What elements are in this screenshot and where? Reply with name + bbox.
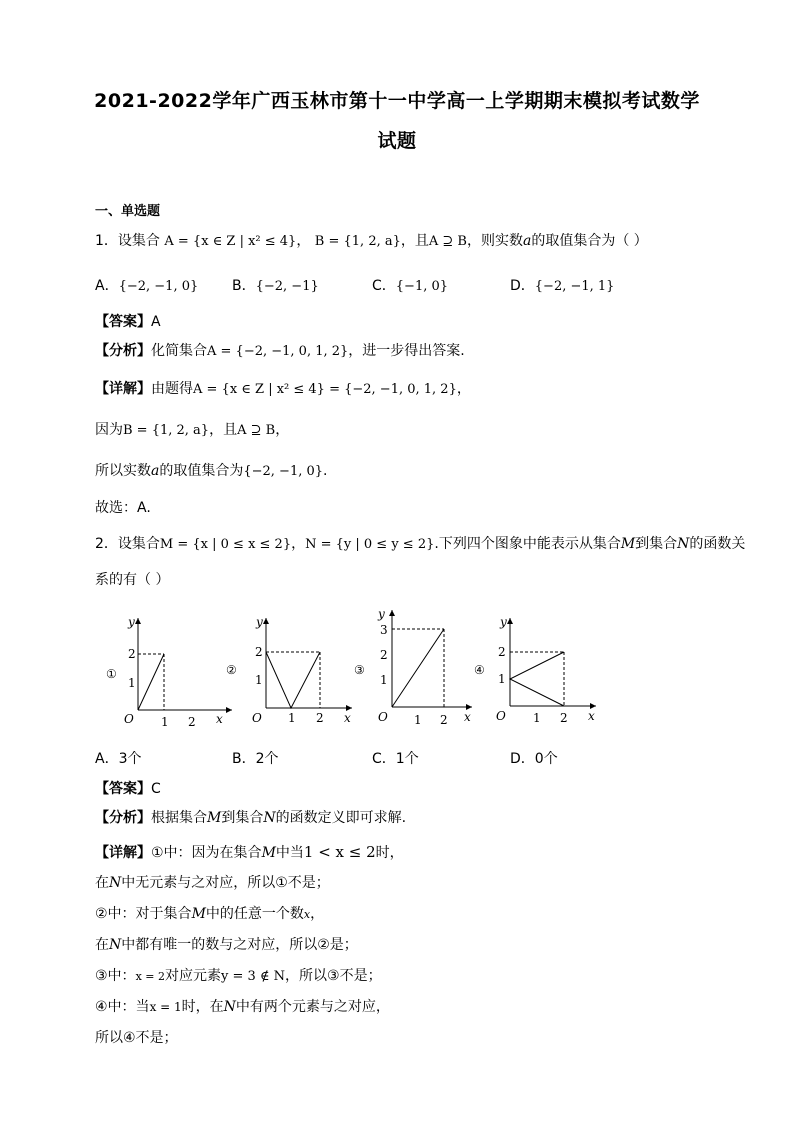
detail-x: x [303,908,311,921]
option-value: 3个 [118,751,142,767]
option-value: {−2, −1, 0} [118,279,199,294]
analysis-text: 化简集合 [151,343,207,359]
x-tick-2: 2 [188,715,196,729]
detail-tag: 【详解】 [95,845,151,861]
graph-line [392,629,444,707]
detail-text-mid: 时，在 [181,999,224,1015]
x-tick-1: 1 [161,715,169,729]
option-letter: C． [372,751,396,767]
q2-option-a [95,748,142,768]
q2-answer [95,779,161,799]
detail-text: 在 [95,875,109,891]
q1-conclusion: 故选：A. [95,500,151,516]
section-heading: 一、单选题 [95,204,161,219]
q2-graph-4 [470,610,610,730]
q2-stem [95,534,745,555]
q2-n: N [677,536,690,552]
detail-n: N [223,999,236,1015]
q2-detail-5 [95,966,382,987]
q2-stem-line2: 系的有（ ） [95,572,170,588]
q2-stem-mid2: 到集合 [635,536,678,552]
detail-math: 1 < x ≤ 2 [303,843,376,861]
detail-n: N [109,937,122,953]
q2-number: 2． [95,536,118,552]
detail-text-mid: 的取值集合为 [159,463,244,479]
detail-tag: 【详解】 [95,381,151,397]
y-tick-1: 1 [128,676,136,690]
detail-text: ①中：因为在集合 [151,845,262,861]
detail-text-mid: 中当 [275,845,304,861]
detail-math: B = {1, 2, a} [123,423,210,438]
option-value: {−2, −1} [255,279,319,294]
detail-n: N [109,875,122,891]
q2-comma: ， [291,536,306,552]
detail-text: 在 [95,937,109,953]
x-tick-1: 1 [414,713,422,727]
x-label: x [344,711,351,725]
graph-mark: ④ [474,663,485,677]
q1-analysis [95,341,465,362]
q1-detail-2 [95,420,289,441]
doc-title-line1: 2021-2022学年广西玉林市第十一中学高一上学期期末模拟考试数学 [94,90,700,112]
q1-detail-3 [95,461,327,482]
detail-m: M [191,906,206,922]
option-letter: B． [232,751,256,767]
q2-stem-pre: 设集合 [117,536,160,552]
detail-text-post: ， [456,381,471,397]
q2-detail-6 [95,997,390,1017]
y-tick-2: 2 [498,645,506,659]
detail-math-2: y = 3 ∉ N [220,969,286,984]
q1-stem-pre: 设集合 [117,233,160,249]
detail-text-post: ，所以③不是； [285,968,382,984]
q2-detail-3 [95,904,324,925]
q1-condition: A ⊇ B [428,234,467,249]
graph-line [266,652,320,708]
y-label: y [128,615,135,629]
detail-math: x = 1 [149,1000,182,1014]
q1-option-a [95,275,198,295]
y-tick-1: 1 [498,672,506,686]
detail-text-post: ， [275,422,290,438]
option-letter: B． [232,278,256,294]
q1-number: 1． [95,233,118,249]
option-letter: D． [510,751,535,767]
y-tick-2: 2 [128,647,136,661]
detail-text: 因为 [95,422,123,438]
answer-tag: 【答案】 [95,314,151,330]
origin-label: O [124,712,134,726]
q2-option-c [372,748,419,768]
detail-text-mid: 对应元素 [164,968,221,984]
x-tick-2: 2 [560,711,568,725]
q1-option-c [372,275,448,295]
answer-value: C [151,781,161,797]
y-label: y [378,607,385,621]
x-tick-1: 1 [533,711,541,725]
q2-option-b [232,748,279,768]
detail-text-post: 中无元素与之对应，所以①不是； [121,875,330,891]
graph-mark: ① [106,667,117,681]
q1-set-b: B = {1, 2, a} [314,234,401,249]
q2-stem-mid: .下列四个图象中能表示从集合 [434,536,621,552]
q2-graph-3 [352,604,482,730]
option-value: 0个 [534,751,558,767]
option-value: 1个 [395,751,419,767]
option-letter: A． [95,278,119,294]
option-letter: A． [95,751,119,767]
q1-option-d [510,275,614,295]
analysis-m: M [207,810,222,826]
q1-stem-mid: ，且 [400,233,429,249]
q2-stem-end: 的函数关 [689,536,746,552]
y-tick-2: 2 [255,645,263,659]
detail-text-mid: ，且 [209,422,238,438]
answer-tag: 【答案】 [95,781,151,797]
analysis-text-mid: 到集合 [221,810,264,826]
detail-text-post: 时， [375,845,404,861]
y-tick-1: 1 [255,673,263,687]
graph-line [138,654,164,710]
detail-text: ④中：当 [95,999,150,1015]
detail-text-post: . [323,463,328,479]
q2-option-d [510,748,558,768]
q2-analysis [95,808,406,828]
q2-graph-1 [100,610,240,730]
x-tick-2: 2 [316,711,324,725]
q2-detail-7: 所以④不是； [95,1030,178,1046]
q1-stem [95,231,648,252]
x-tick-1: 1 [288,711,296,725]
origin-label: O [378,710,388,724]
analysis-tag: 【分析】 [95,810,151,826]
detail-text-mid: 中的任意一个数 [205,906,304,922]
option-letter: C． [372,278,396,294]
analysis-text-post: ，进一步得出答案. [348,343,465,359]
y-label: y [500,615,507,629]
detail-text-post: ， [310,906,325,922]
analysis-tag: 【分析】 [95,343,151,359]
detail-m: M [261,845,276,861]
detail-math: {−2, −1, 0} [243,464,324,479]
y-tick-2: 2 [380,648,388,662]
y-label: y [256,615,263,629]
option-value: {−2, −1, 1} [534,279,615,294]
doc-title-line2: 试题 [377,130,417,152]
analysis-text-post: 的函数定义即可求解. [275,810,407,826]
answer-value: A [151,314,161,330]
analysis-text: 根据集合 [151,810,207,826]
graph-line [510,652,564,706]
q1-stem-post: ，则实数 [466,233,523,249]
graph-mark: ③ [354,663,365,677]
option-value: 2个 [255,751,279,767]
detail-text-post: 中都有唯一的数与之对应，所以②是； [121,937,358,953]
q1-var: a [522,233,532,249]
detail-text: ②中：对于集合 [95,906,192,922]
q1-detail-1 [95,379,471,400]
q1-answer [95,312,161,332]
detail-text-post: 中有两个元素与之对应， [235,999,390,1015]
origin-label: O [252,711,262,725]
q1-set-a: A = {x ∈ Z | x² ≤ 4} [164,234,297,249]
origin-label: O [496,709,506,723]
q2-set-n: N = {y | 0 ≤ y ≤ 2} [305,537,435,552]
analysis-math: A = {−2, −1, 0, 1, 2} [207,344,349,359]
detail-math: x = 2 [135,970,165,983]
detail-text: 所以实数 [95,463,151,479]
y-tick-3: 3 [380,623,388,637]
graph-mark: ② [226,663,237,677]
detail-var: a [151,463,160,479]
option-letter: D． [510,278,535,294]
analysis-n: N [263,810,276,826]
detail-text: ③中： [95,968,136,984]
q2-detail-1 [95,842,404,863]
x-tick-2: 2 [440,713,448,727]
q1-comma: ， [296,233,311,249]
x-label: x [464,710,471,724]
q2-graph-2 [224,610,364,730]
detail-math: A = {x ∈ Z | x² ≤ 4} = {−2, −1, 0, 1, 2} [193,382,457,397]
q2-detail-2 [95,873,330,893]
detail-math-2: A ⊇ B [237,423,276,438]
q2-m: M [620,536,636,552]
x-label: x [216,712,223,726]
q1-stem-end: 的取值集合为（ ） [531,233,648,249]
x-label: x [588,709,595,723]
option-value: {−1, 0} [395,279,449,294]
y-tick-1: 1 [380,673,388,687]
q2-set-m: M = {x | 0 ≤ x ≤ 2} [159,537,292,552]
q1-option-b [232,275,319,295]
q2-detail-4 [95,935,358,955]
detail-text: 由题得 [151,381,193,397]
